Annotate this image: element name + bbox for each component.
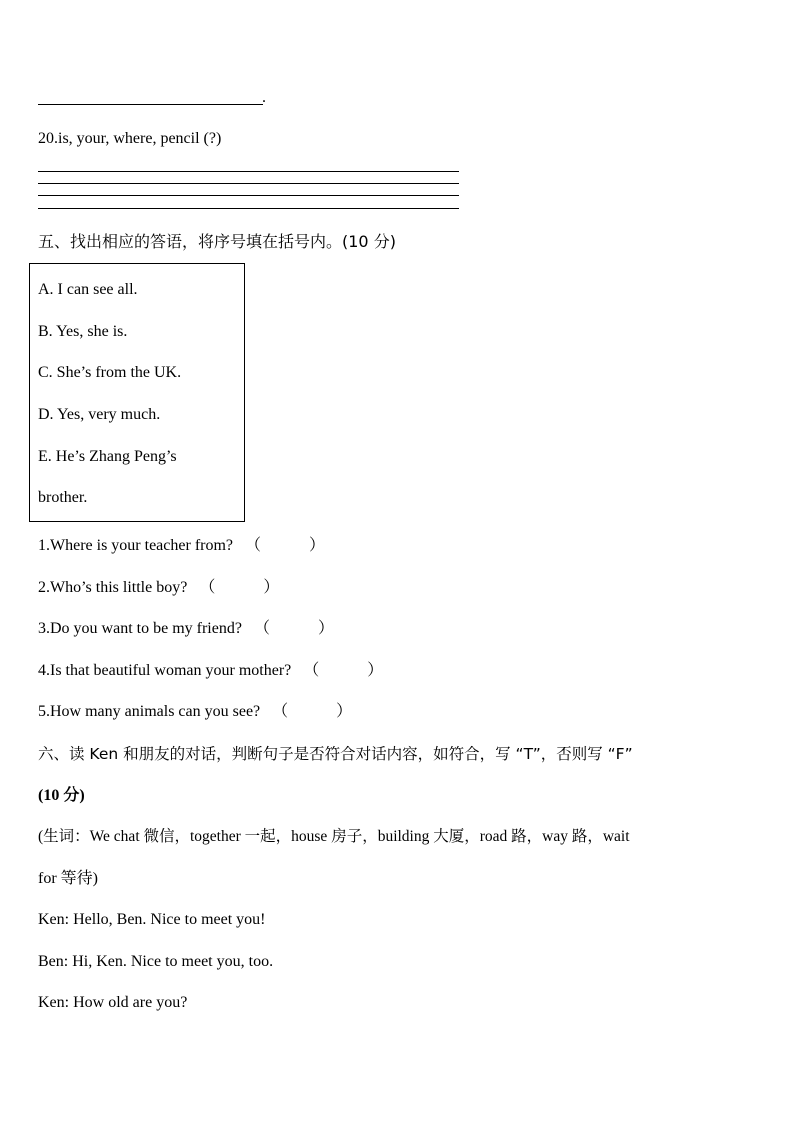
option-b: B. Yes, she is. [38, 323, 128, 340]
answer-blank[interactable]: （ ） [199, 579, 280, 596]
answer-blank[interactable]: （ ） [272, 703, 353, 720]
option-d: D. Yes, very much. [38, 406, 161, 423]
section-5-heading: 五、找出相应的答语，将序号填在括号内。(10 分) [38, 232, 396, 251]
question-4 [38, 661, 383, 681]
options-box [29, 263, 245, 522]
question-text: 1.Where is your teacher from? [38, 537, 234, 554]
answer-blank[interactable]: （ ） [245, 537, 326, 554]
answer-line [38, 104, 263, 105]
option-a: A. I can see all. [38, 281, 138, 298]
section-6-score: (10 分) [38, 787, 85, 804]
question-2 [38, 578, 279, 598]
vocabulary-note: (生词：We chat 微信，together 一起，house 房子，building 大厦，road 路，way 路，wait [38, 828, 630, 845]
question-text: 2.Who’s this little boy? [38, 579, 188, 596]
section-6-heading: 六、读 Ken 和朋友的对话，判断句子是否符合对话内容，如符合，写 “T”，否则写 “F” [38, 745, 633, 763]
sentence-period: . [262, 89, 266, 106]
answer-line [38, 195, 459, 196]
vocabulary-note-continued: for 等待) [38, 870, 98, 887]
option-e-continued: brother. [38, 489, 88, 506]
question-text: 3.Do you want to be my friend? [38, 620, 242, 637]
answer-blank[interactable]: （ ） [303, 662, 384, 679]
option-e: E. He’s Zhang Peng’s [38, 448, 177, 465]
answer-line [38, 208, 459, 209]
question-text: 4.Is that beautiful woman your mother? [38, 662, 292, 679]
dialogue-line: Ken: Hello, Ben. Nice to meet you! [38, 911, 266, 928]
answer-line [38, 183, 459, 184]
question-20: 20.is, your, where, pencil (?) [38, 130, 222, 147]
answer-line [38, 171, 459, 172]
dialogue-line: Ben: Hi, Ken. Nice to meet you, too. [38, 953, 274, 970]
question-3 [38, 619, 334, 639]
question-1 [38, 536, 325, 556]
option-c: C. She’s from the UK. [38, 364, 182, 381]
question-text: 5.How many animals can you see? [38, 703, 261, 720]
dialogue-line: Ken: How old are you? [38, 994, 188, 1011]
question-5 [38, 702, 352, 722]
answer-blank[interactable]: （ ） [253, 620, 334, 637]
